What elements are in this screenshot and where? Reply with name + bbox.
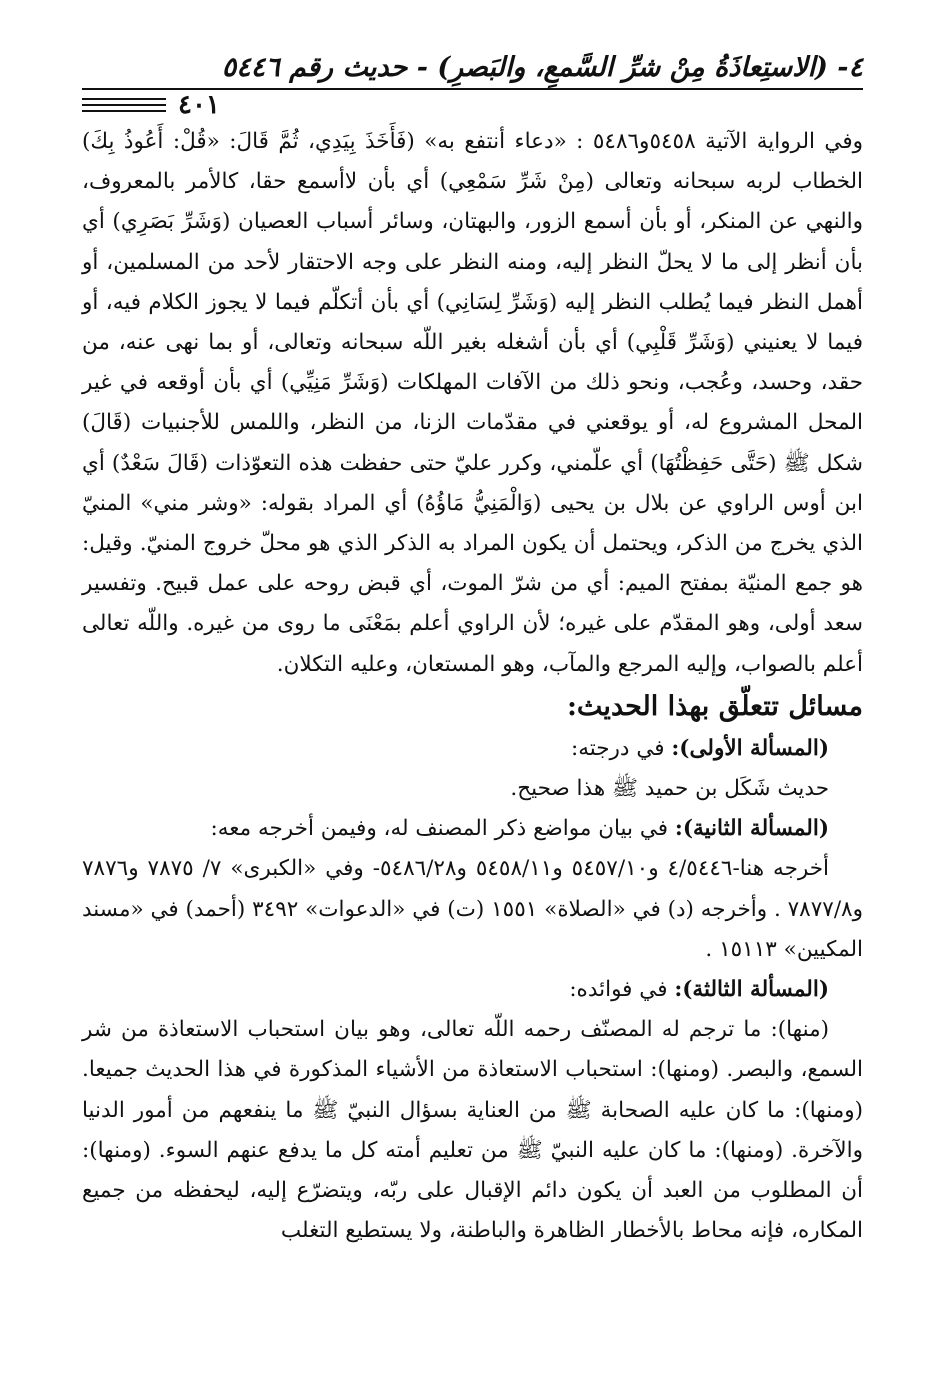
masala-3 — [82, 970, 863, 1010]
book-page — [82, 48, 863, 1251]
masala-topic: في بيان مواضع ذكر المصنف له، وفيمن أخرجه معه: — [210, 816, 675, 842]
masala-topic: في درجته: — [571, 735, 672, 761]
masala-text: حديث شَكَل بن حميد ﷺ هذا صحيح. — [510, 776, 829, 802]
page-body — [82, 122, 863, 1251]
masala-text: أخرجه هنا-٤/٥٤٤٦ و٥٤٥٧/١٠ و٥٤٥٨/١١ و٥٤٨٦/٢٨- وفي «الكبرى» ٧/ ٧٨٧٥ و٧٨٧٦ و٧٨٧٧/٨ . وأخرجه (د) في «الصلاة» ١٥٥١ (ت) في «الدعوات» ٣٤٩٢ (أحمد) في «مسند المكيين» ١٥١١٣ . — [82, 856, 863, 962]
masala-label: (المسألة الثالثة): — [674, 977, 829, 1003]
page-number-rule — [82, 98, 166, 100]
page-number: ٤٠١ — [178, 90, 220, 120]
masala-1 — [82, 729, 863, 809]
masala-label: (المسألة الأولى): — [671, 735, 829, 761]
commentary-paragraph: وفي الرواية الآتية ٥٤٥٨و٥٤٨٦ : «دعاء أنتفع به» (فَأَخَذَ بِيَدِي، ثُمَّ قَالَ: «قُلْ: أَعُوذُ بِكَ) الخطاب لربه سبحانه وتعالى (مِنْ شَرِّ سَمْعِي) أي بأن لاأسمع حقا، كالأمر بالمعروف، والنهي عن المنكر، أو بأن أسمع الزور، والبهتان، وسائر أسباب العصيان (وَشَرِّ بَصَرِي) أي بأن أنظر إلى ما لا يحلّ النظر إليه، ومنه النظر على وجه الاحتقار لأحد من المسلمين، أو أهمل النظر فيما يُطلب النظر إليه (وَشَرِّ لِسَانِي) أي بأن أتكلّم فيما لا يجوز الكلام فيه، أو فيما لا يعنيني (وَشَرِّ قَلْبِي) أي بأن أشغله بغير اللّه سبحانه وتعالى، أو بما نهى عنه، من حقد، وحسد، وعُجب، ونحو ذلك من الآفات المهلكات (وَشَرِّ مَنِيِّي) أي بأن أوقعه في غير المحل المشروع له، أو يوقعني في مقدّمات الزنا، من النظر، واللمس للأجنبيات (قَالَ) شكل ﷺ (حَتَّى حَفِظْتُهَا) أي علّمني، وكرر عليّ حتى حفظت هذه التعوّذات (قَالَ سَعْدٌ) أي ابن أوس الراوي عن بلال بن يحيى (وَالْمَنِيُّ مَاؤُهُ) أي المراد بقوله: «وشر مني» المنيّ الذي يخرج من الذكر، ويحتمل أن يكون المراد به الذكر الذي هو محلّ خروج المنيّ. وقيل: هو جمع المنيّة بمفتح الميم: أي من شرّ الموت، أي قبض روحه على عمل قبيح. وتفسير سعد أولى، وهو المقدّم على غيره؛ لأن الراوي أعلم بمَعْنَى ما روى من غيره. واللّه تعالى أعلم بالصواب، وإليه المرجع والمآب، وهو المستعان، وعليه التكلان. — [82, 129, 863, 677]
page-number-rule — [82, 104, 166, 106]
masala-topic: في فوائده: — [569, 977, 675, 1003]
fawaid-paragraph: (منها): ما ترجم له المصنّف رحمه اللّه تعالى، وهو بيان استحباب الاستعاذة من شر السمع، والبصر. (ومنها): استحباب الاستعاذة من الأشياء المذكورة في هذا الحديث جميعا. (ومنها): ما كان عليه الصحابة ﷺ من العناية بسؤال النبيّ ﷺ ما ينفعهم من أمور الدنيا والآخرة. (ومنها): ما كان عليه النبيّ ﷺ من تعليم أمته كل ما يدفع عنهم السوء. (ومنها): أن المطلوب من العبد أن يكون دائم الإقبال على ربّه، ويتضرّع إليه، ليحفظه من جميع المكاره، فإنه محاط بالأخطار الظاهرة والباطنة، ولا يستطيع التغلب — [82, 1017, 863, 1244]
masala-heading — [82, 729, 863, 769]
running-title: ٤- (الاستِعاذَةُ مِنْ شرِّ السَّمعِ، والبَصرِ) - حديث رقم ٥٤٤٦ — [221, 52, 863, 83]
fawaid-section — [82, 1010, 863, 1251]
masala-2 — [82, 809, 863, 970]
running-header — [82, 48, 863, 92]
masala-label: (المسألة الثانية): — [674, 816, 829, 842]
page-number-row — [82, 92, 863, 122]
masala-heading — [82, 809, 863, 849]
masala-heading — [82, 970, 863, 1010]
section-heading: مسائل تتعلّق بهذا الحديث: — [566, 690, 863, 722]
page-number-rule — [82, 110, 166, 112]
